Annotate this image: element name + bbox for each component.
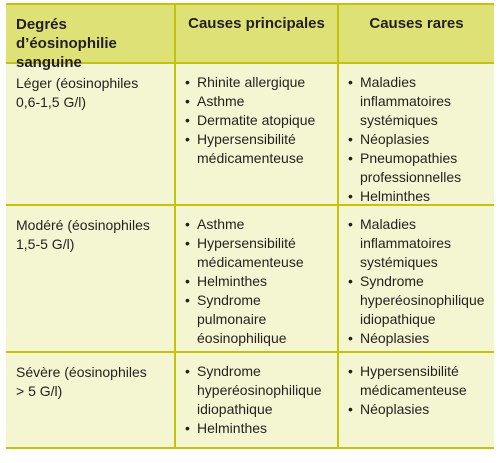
degree-cell — [6, 64, 174, 204]
list-item-text: • Hypersensibilité — [197, 131, 296, 147]
principal-causes-list — [185, 362, 333, 438]
list-item-text: • Hypersensibilité — [197, 235, 296, 251]
list-item-text: médicamenteuse — [360, 382, 467, 398]
list-item-text: • Helminthes — [360, 188, 431, 204]
list-item-text: • Helminthes — [197, 420, 268, 436]
header-rare-causes: Causes rares — [337, 5, 494, 62]
degree-line1: Léger (éosinophiles — [16, 75, 139, 91]
rare-causes-cell — [337, 353, 494, 447]
list-item-text: hyperéosinophilique — [197, 382, 322, 398]
principal-causes-cell — [174, 64, 337, 204]
list-item-text: • Néoplasies — [360, 401, 430, 417]
principal-causes-cell — [174, 353, 337, 447]
list-item — [348, 329, 490, 348]
list-item-text: pulmonaire — [197, 311, 267, 327]
list-item — [185, 272, 333, 291]
list-item-text: • Maladies — [360, 216, 417, 232]
list-item — [185, 215, 333, 234]
list-item — [348, 130, 490, 149]
list-item — [185, 111, 333, 130]
list-item — [185, 419, 333, 438]
rare-causes-cell — [337, 206, 494, 351]
list-item-text: • Helminthes — [197, 273, 268, 289]
list-item-text: idiopathique — [360, 311, 436, 327]
degree-cell — [6, 206, 174, 351]
rare-causes-cell — [337, 64, 494, 204]
table-header-row — [6, 5, 494, 71]
list-item-text: • Syndrome — [197, 363, 261, 379]
list-item-text: • Rhinite allergique — [197, 74, 306, 90]
rare-causes-list — [348, 73, 490, 206]
rare-causes-list — [348, 362, 490, 419]
table-row — [6, 351, 494, 447]
degree-cell — [6, 353, 174, 447]
degree-line1: Sévère (éosinophiles — [16, 364, 147, 380]
list-item — [348, 215, 490, 272]
list-item-text: • Asthme — [197, 216, 245, 232]
list-item — [185, 73, 333, 92]
degree-line1: Modéré (éosinophiles — [16, 217, 150, 233]
table-row — [6, 204, 494, 351]
degree-line2: > 5 G/l) — [16, 383, 63, 399]
list-item-text: • Néoplasies — [360, 330, 430, 346]
list-item-text: idiopathique — [197, 401, 273, 417]
list-item — [185, 362, 333, 419]
list-item — [185, 130, 333, 168]
list-item — [348, 187, 490, 206]
principal-causes-list — [185, 73, 333, 168]
rare-causes-list — [348, 215, 490, 348]
table-row — [6, 62, 494, 204]
header-degree — [6, 5, 174, 71]
header-degree-line1: Degrés d’éosinophilie — [16, 16, 117, 52]
list-item-text: médicamenteuse — [197, 254, 304, 270]
list-item-text: • Maladies — [360, 74, 417, 90]
principal-causes-list — [185, 215, 333, 348]
eosinophilia-table — [6, 3, 494, 449]
list-item — [348, 362, 490, 400]
list-item — [185, 234, 333, 272]
degree-line2: 0,6-1,5 G/l) — [16, 94, 87, 110]
principal-causes-cell — [174, 206, 337, 351]
list-item — [185, 291, 333, 348]
list-item — [348, 400, 490, 419]
list-item-text: inflammatoires — [360, 235, 452, 251]
list-item-text: professionnelles — [360, 169, 462, 185]
list-item-text: • Asthme — [197, 93, 245, 109]
list-item — [348, 73, 490, 130]
list-item-text: • Hypersensibilité — [360, 363, 459, 379]
header-principal-causes: Causes principales — [174, 5, 337, 62]
list-item — [348, 272, 490, 329]
list-item-text: • Pneumopathies — [360, 150, 458, 166]
degree-line2: 1,5-5 G/l) — [16, 236, 75, 252]
list-item-text: • Néoplasies — [360, 131, 430, 147]
list-item — [348, 149, 490, 187]
list-item-text: hyperéosinophilique — [360, 292, 485, 308]
header-degree-line2: sanguine — [16, 54, 82, 71]
list-item — [185, 92, 333, 111]
list-item-text: inflammatoires — [360, 93, 452, 109]
list-item-text: • Syndrome — [360, 273, 424, 289]
list-item-text: • Syndrome — [197, 292, 261, 308]
list-item-text: systémiques — [360, 254, 438, 270]
list-item-text: éosinophilique — [197, 330, 287, 346]
list-item-text: • Dermatite atopique — [197, 112, 316, 128]
list-item-text: médicamenteuse — [197, 150, 304, 166]
list-item-text: systémiques — [360, 112, 438, 128]
